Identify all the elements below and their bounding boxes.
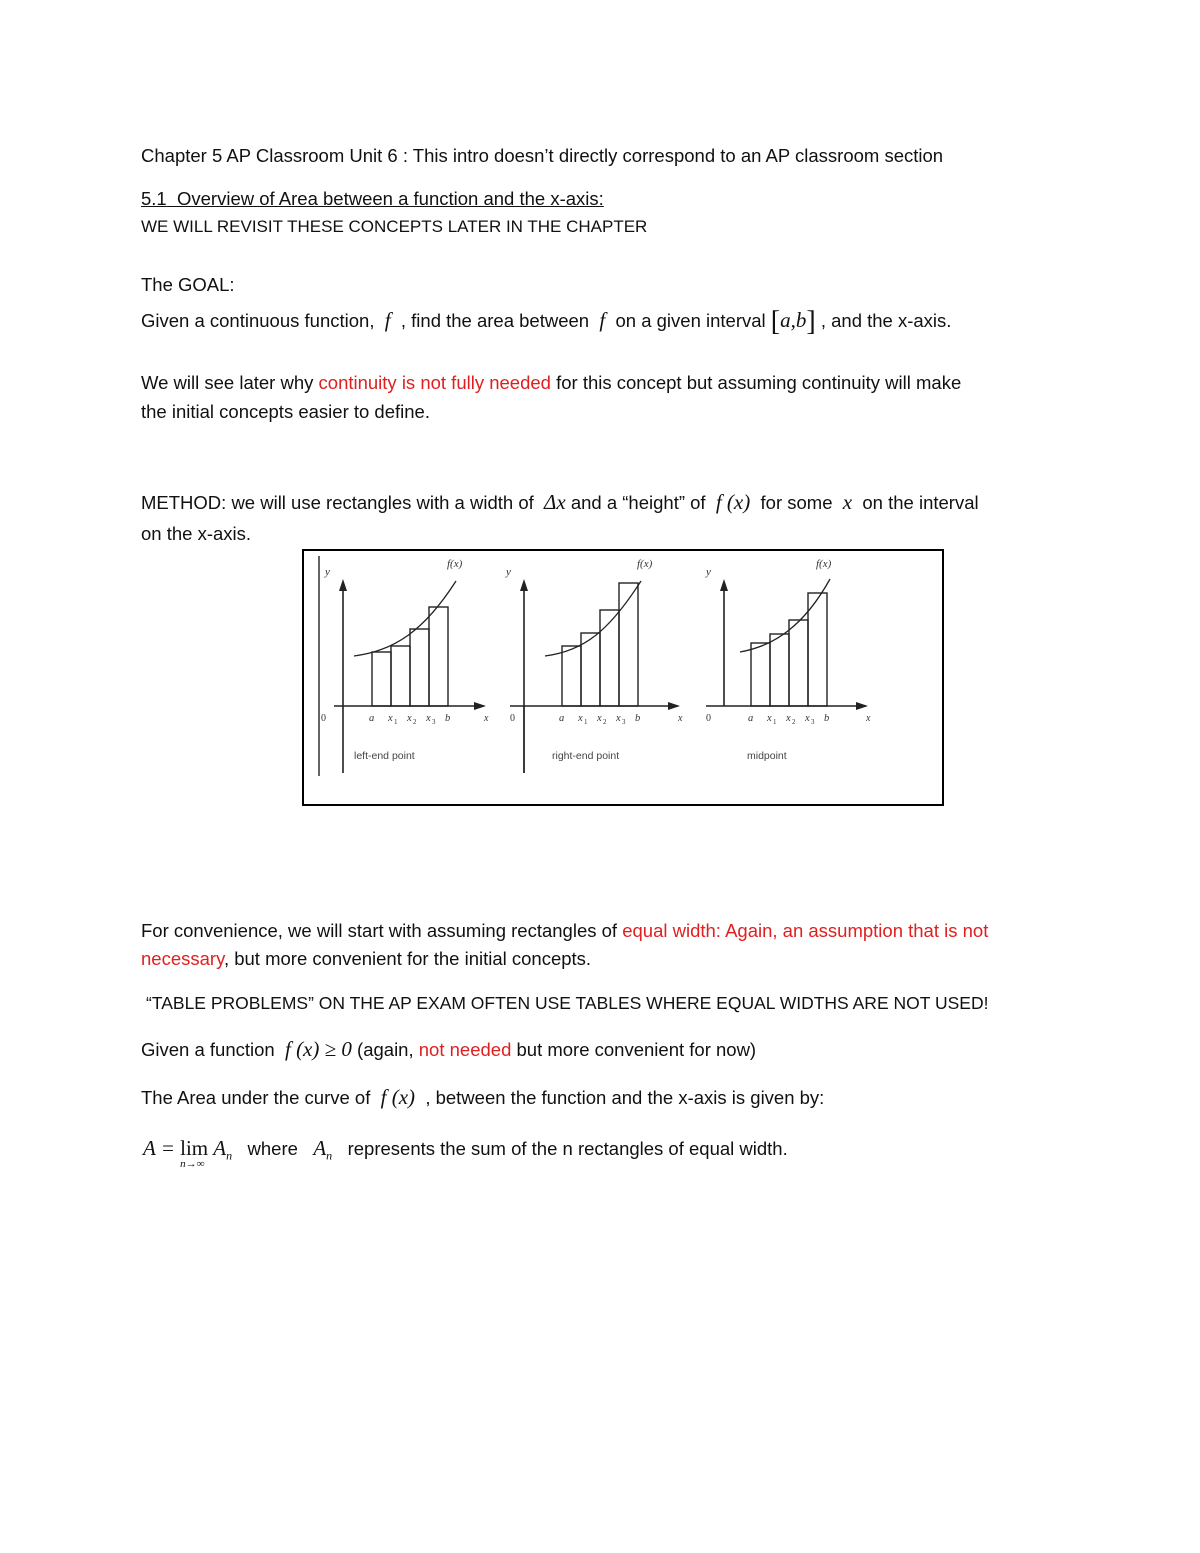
panel-2-tick-label-3: x bbox=[597, 713, 602, 724]
panel-3-x-arrowhead bbox=[856, 702, 868, 710]
method-line-2: on the x-axis. bbox=[141, 523, 252, 544]
panel-2-tick-subscript-3: 3 bbox=[622, 718, 626, 726]
panel-1-x-arrowhead bbox=[474, 702, 486, 710]
limit-definition: A = lim n→∞ $A_n$ where $A_n$ represents the sum of the n rectangles of equal width. bbox=[143, 1136, 788, 1170]
panel-3-tick-label-3: x bbox=[786, 713, 791, 724]
given-line: Given a function f (x) ≥ 0 (again, not needed but more convenient for now) bbox=[141, 1037, 757, 1061]
panel-2-x-label: x bbox=[678, 713, 683, 724]
continuity-highlight: continuity is not fully needed bbox=[318, 372, 551, 393]
panel-3-tick-subscript-1: 1 bbox=[773, 718, 777, 726]
panel-3-function-label: f(x) bbox=[816, 558, 832, 570]
panel-3-tick-label-4: x bbox=[805, 713, 810, 724]
panel-1-curve bbox=[354, 581, 456, 656]
section-note: WE WILL REVISIT THESE CONCEPTS LATER IN THE CHAPTER bbox=[141, 217, 648, 236]
panel-1-rectangle-3 bbox=[410, 629, 429, 706]
convenience-line-1: For convenience, we will start with assuming rectangles of equal width: Again, an assumption that is not bbox=[141, 920, 989, 941]
goal-statement: Given a continuous function, f , find the area between f on a given interval [a,b] , and the x-axis. bbox=[141, 306, 952, 337]
panel-1-caption: left-end point bbox=[354, 750, 415, 762]
panel-2-tick-subscript-2: 2 bbox=[603, 718, 607, 726]
panel-1-origin-label: 0 bbox=[321, 713, 326, 724]
panel-3-y-arrowhead bbox=[720, 579, 728, 591]
riemann-figure bbox=[302, 549, 944, 806]
panel-3-tick-label-5: b bbox=[824, 713, 830, 724]
panel-3-rectangle-4 bbox=[808, 593, 827, 706]
panel-3-y-label: y bbox=[706, 566, 711, 578]
panel-3-x-label: x bbox=[866, 713, 871, 724]
panel-3-origin-label: 0 bbox=[706, 713, 711, 724]
panel-1-rectangle-1 bbox=[372, 652, 391, 706]
panel-2-rectangle-4 bbox=[619, 583, 638, 706]
table-note: “TABLE PROBLEMS” ON THE AP EXAM OFTEN USE TABLES WHERE EQUAL WIDTHS ARE NOT USED! bbox=[146, 993, 989, 1013]
panel-3-tick-label-1: a bbox=[748, 713, 754, 724]
panel-2-tick-label-1: a bbox=[559, 713, 565, 724]
panel-3-curve bbox=[740, 579, 830, 652]
riemann-diagram bbox=[304, 551, 942, 804]
convenience-line-2: necessary, but more convenient for the initial concepts. bbox=[141, 948, 592, 969]
panel-2-tick-subscript-1: 1 bbox=[584, 718, 588, 726]
panel-2-tick-label-5: b bbox=[635, 713, 641, 724]
panel-2-curve bbox=[545, 581, 641, 656]
section-number: 5.1 bbox=[141, 188, 167, 209]
goal-label: The GOAL: bbox=[141, 274, 235, 295]
panel-1-tick-label-1: a bbox=[369, 713, 375, 724]
panel-1-rectangle-2 bbox=[391, 646, 410, 706]
panel-2-y-arrowhead bbox=[520, 579, 528, 591]
panel-1-tick-label-2: x bbox=[388, 713, 393, 724]
panel-2-tick-label-4: x bbox=[616, 713, 621, 724]
section-heading bbox=[141, 188, 604, 210]
panel-1-function-label: f(x) bbox=[447, 558, 463, 570]
panel-3-tick-subscript-3: 3 bbox=[811, 718, 815, 726]
continuity-line-1: We will see later why continuity is not fully needed for this concept but assuming continuity will make bbox=[141, 372, 962, 393]
panel-1-x-label: x bbox=[484, 713, 489, 724]
panel-1-y-arrowhead bbox=[339, 579, 347, 591]
panel-1-tick-subscript-3: 3 bbox=[432, 718, 436, 726]
panel-2-function-label: f(x) bbox=[637, 558, 653, 570]
panel-3-tick-subscript-2: 2 bbox=[792, 718, 796, 726]
panel-3-caption: midpoint bbox=[747, 750, 787, 762]
panel-3-tick-label-2: x bbox=[767, 713, 772, 724]
panel-2-x-arrowhead bbox=[668, 702, 680, 710]
panel-1-y-label: y bbox=[325, 566, 330, 578]
area-line: The Area under the curve of f (x) , between the function and the x-axis is given by: bbox=[141, 1085, 825, 1109]
section-title: Overview of Area between a function and the x-axis: bbox=[177, 188, 604, 209]
panel-3-rectangle-2 bbox=[770, 634, 789, 706]
panel-1-tick-label-4: x bbox=[426, 713, 431, 724]
continuity-line-2: the initial concepts easier to define. bbox=[141, 401, 430, 422]
panel-2-rectangle-1 bbox=[562, 646, 581, 706]
panel-1-tick-subscript-2: 2 bbox=[413, 718, 417, 726]
panel-2-origin-label: 0 bbox=[510, 713, 515, 724]
panel-3-rectangle-3 bbox=[789, 620, 808, 706]
panel-1-tick-label-3: x bbox=[407, 713, 412, 724]
panel-2-caption: right-end point bbox=[552, 750, 620, 762]
panel-2-rectangle-3 bbox=[600, 610, 619, 706]
panel-1-tick-label-5: b bbox=[445, 713, 451, 724]
interval: a,b bbox=[780, 308, 807, 332]
panel-1-tick-subscript-1: 1 bbox=[394, 718, 398, 726]
panel-2-y-label: y bbox=[506, 566, 511, 578]
method-line-1: METHOD: we will use rectangles with a width of Δx and a “height” of f (x) for some x on the interval bbox=[141, 490, 979, 514]
panel-2-tick-label-2: x bbox=[578, 713, 583, 724]
chapter-heading: Chapter 5 AP Classroom Unit 6 : This intro doesn’t directly correspond to an AP classroom section bbox=[141, 145, 944, 166]
panel-1-rectangle-4 bbox=[429, 607, 448, 706]
panel-3-rectangle-1 bbox=[751, 643, 770, 706]
